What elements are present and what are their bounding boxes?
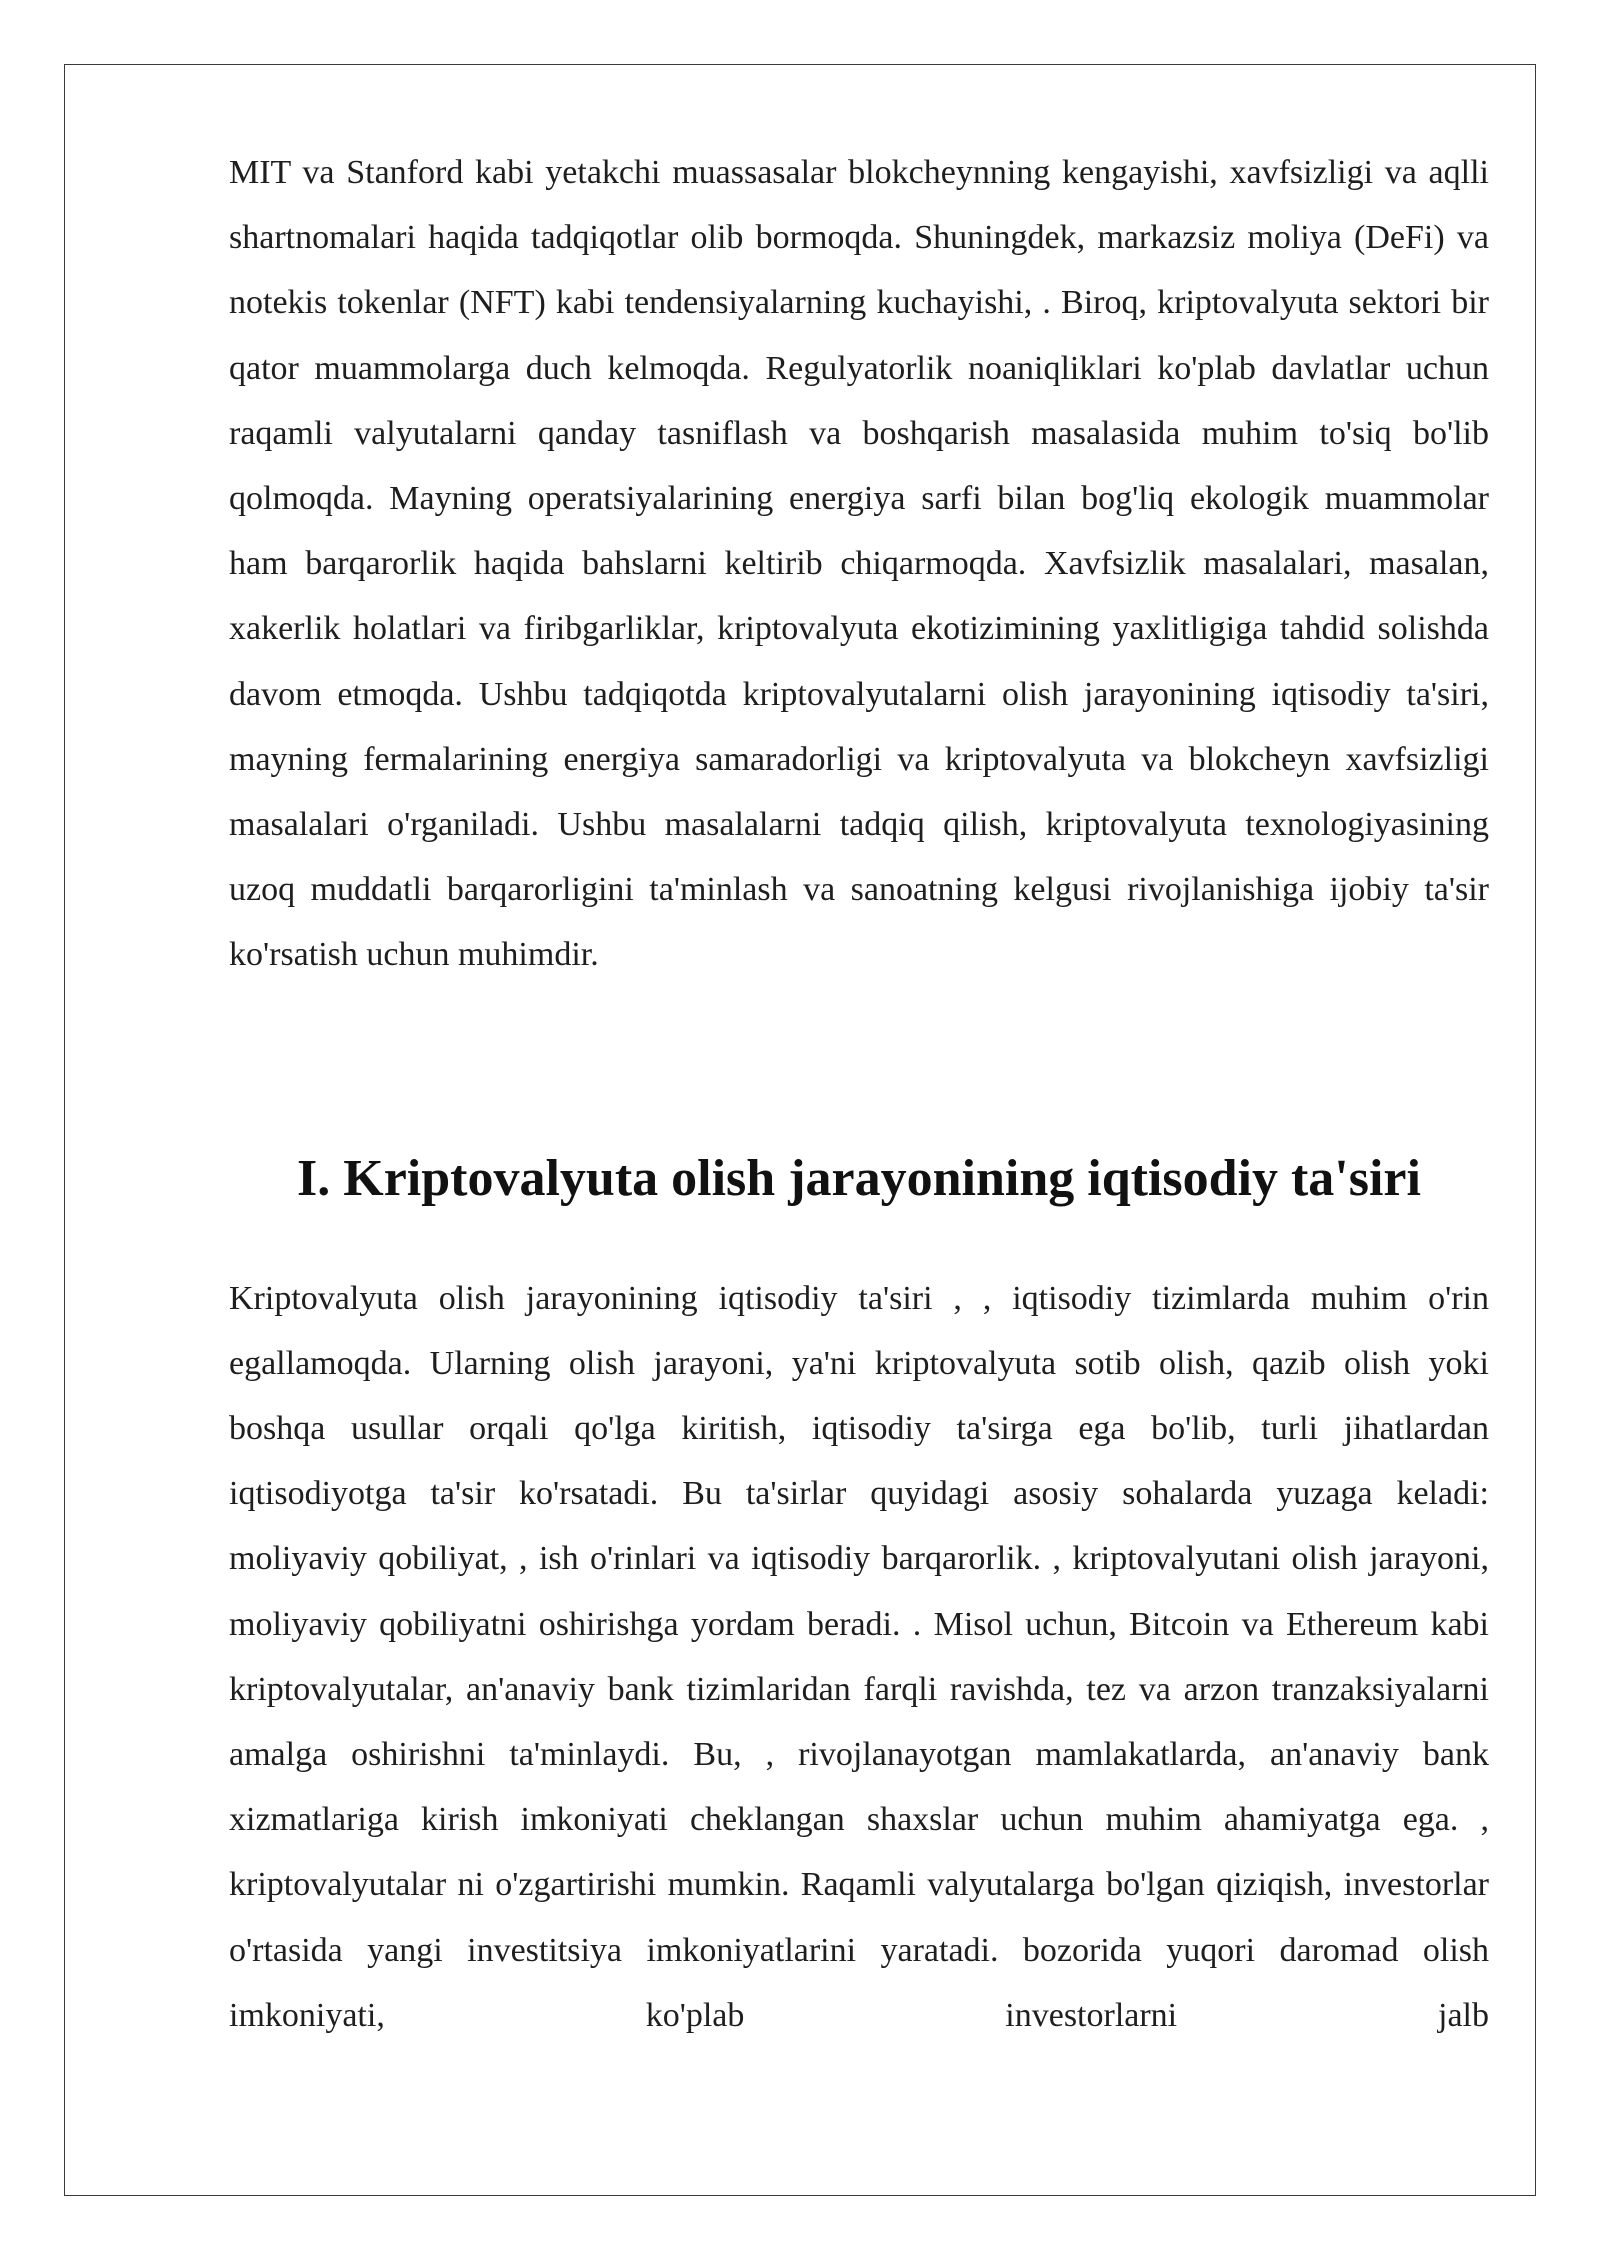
section-paragraph: Kriptovalyuta olish jarayonining iqtisodiy ta'siri , , iqtisodiy tizimlarda muhim o'rin egallamoqda. Ularning olish jarayoni, ya'ni kriptovalyuta sotib olish, qazib olish yoki boshqa usullar orqali qo'lga kiritish, iqtisodiy ta'sirga ega bo'lib, turli jihatlardan iqtisodiyotga ta'sir ko'rsatadi. Bu ta'sirlar quyidagi asosiy sohalarda yuzaga keladi: moliyaviy qobiliyat, , ish o'rinlari va iqtisodiy barqarorlik. , kriptovalyutani olish jarayoni, moliyaviy qobiliyatni oshirishga yordam beradi. . Misol uchun, Bitcoin va Ethereum kabi kriptovalyutalar, an'anaviy bank tizimlaridan farqli ravishda, tez va arzon tranzaksiyalarni amalga oshirishni ta'minlaydi. Bu, , rivojlanayotgan mamlakatlarda, an'anaviy bank xizmatlariga kirish imkoniyati cheklangan shaxslar uchun muhim ahamiyatga ega. , kriptovalyutalar ni o'zgartirishi mumkin. Raqamli valyutalarga bo'lgan qiziqish, investorlar o'rtasida yangi investitsiya imkoniyatlarini yaratadi. bozorida yuqori daromad olish imkoniyati, ko'plab investorlarni jalb [229,1279,1489,2034]
section-heading: I. Kriptovalyuta olish jarayonining iqtisodiy ta'siri [297,1149,1421,1207]
intro-paragraph: MIT va Stanford kabi yetakchi muassasalar blokcheynning kengayishi, xavfsizligi va aqlli shartnomalari haqida tadqiqotlar olib bormoqda. Shuningdek, markazsiz moliya (DeFi) va notekis tokenlar (NFT) kabi tendensiyalarning kuchayishi, . Biroq, kriptovalyuta sektori bir qator muammolarga duch kelmoqda. Regulyatorlik noaniqliklari ko'plab davlatlar uchun raqamli valyutalarni qanday tasniflash va boshqarish masalasida muhim to'siq bo'lib qolmoqda. Mayning operatsiyalarining energiya sarfi bilan bog'liq ekologik muammolar ham barqarorlik haqida bahslarni keltirib chiqarmoqda. Xavfsizlik masalalari, masalan, xakerlik holatlari va firibgarliklar, kriptovalyuta ekotizimining yaxlitligiga tahdid solishda davom etmoqda. Ushbu tadqiqotda kriptovalyutalarni olish jarayonining iqtisodiy ta'siri, mayning fermalarining energiya samaradorligi va kriptovalyuta va blokcheyn xavfsizligi masalalari o'rganiladi. Ushbu masalalarni tadqiq qilish, kriptovalyuta texnologiyasining uzoq muddatli barqarorligini ta'minlash va sanoatning kelgusi rivojlanishiga ijobiy ta'sir ko'rsatish uchun muhimdir. [229,154,1489,974]
document-body [229,140,1489,2048]
